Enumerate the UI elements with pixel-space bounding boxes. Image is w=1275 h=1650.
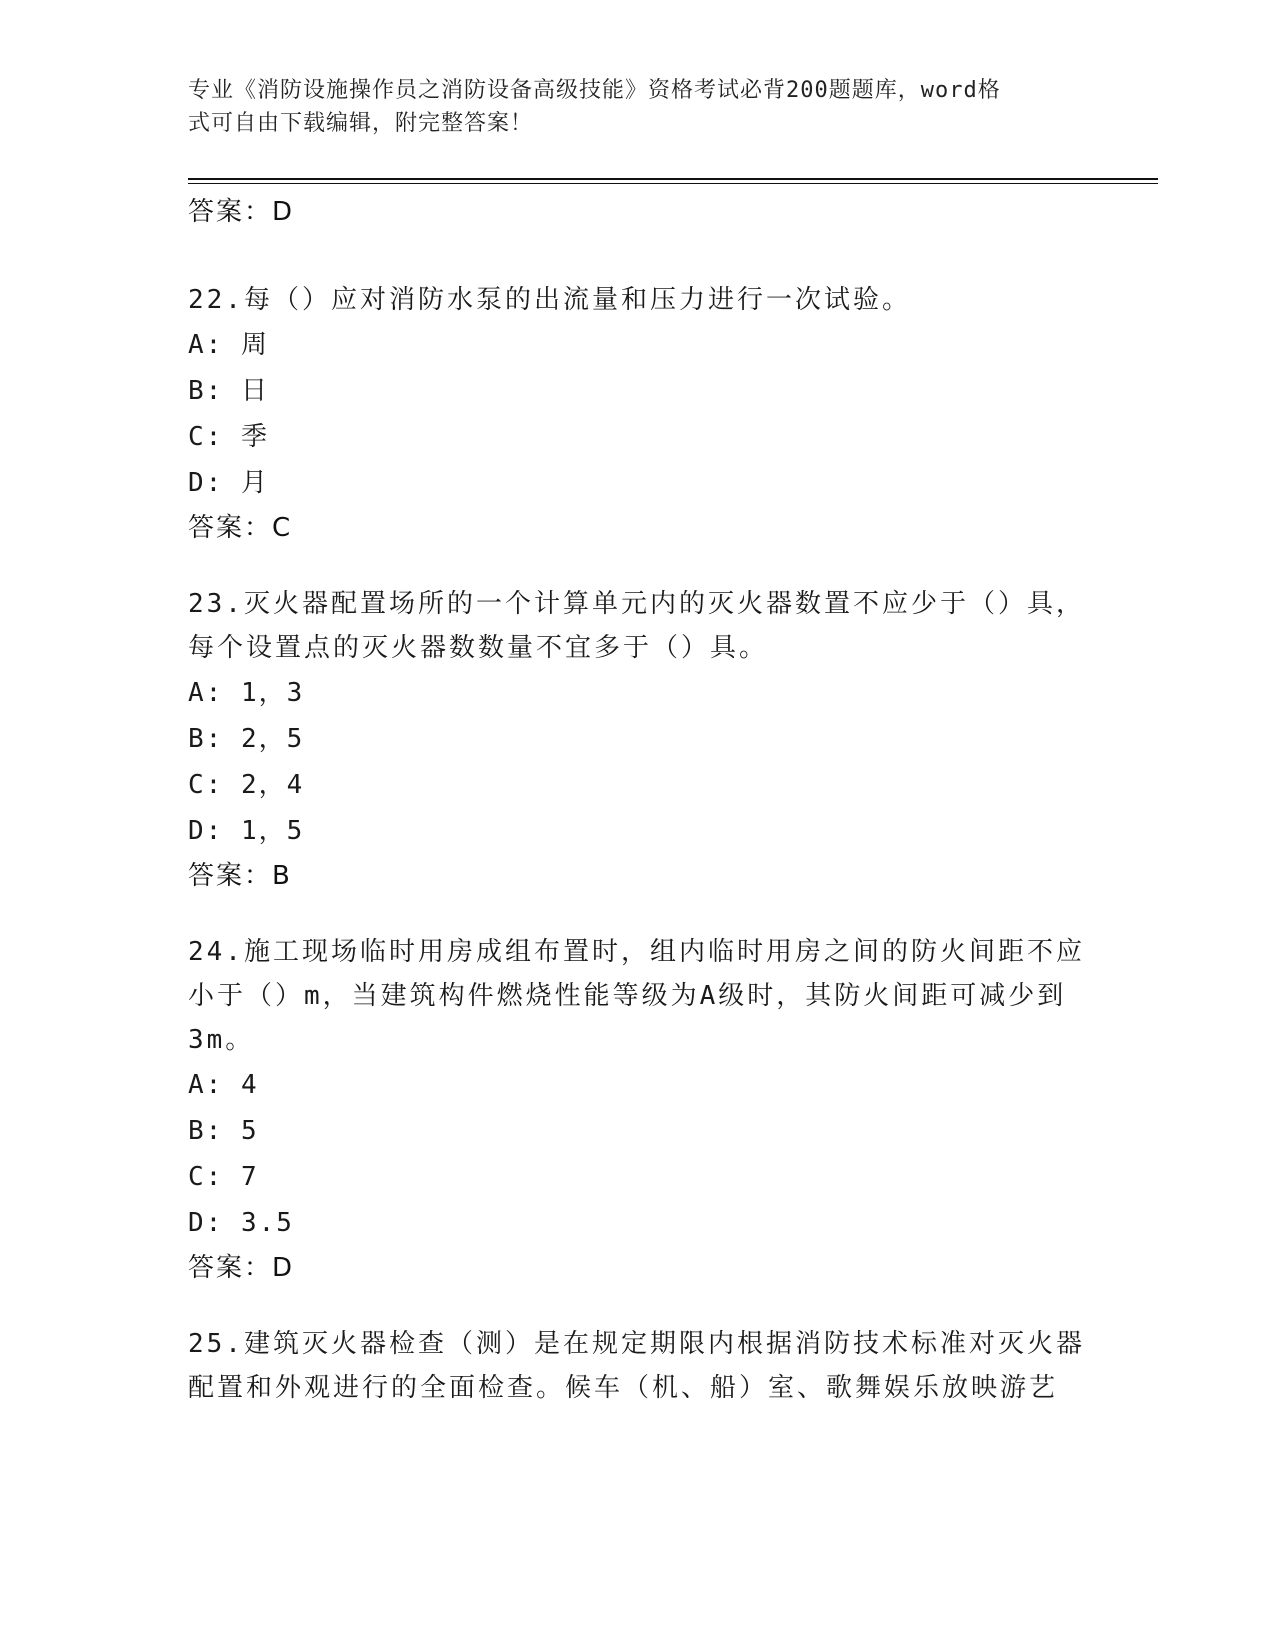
answer — [188, 506, 1088, 550]
answer-label: 答案： — [188, 1253, 273, 1283]
option-c: C: 7 — [188, 1162, 259, 1192]
question-text: 25.建筑灭火器检查（测）是在规定期限内根据消防技术标准对灭火器配置和外观进行的全面检查。候车（机、船）室、歌舞娱乐放映游艺 — [188, 1329, 1085, 1403]
answer-label: 答案： — [188, 513, 273, 543]
option-c: C: 季 — [188, 422, 269, 452]
header-line-1: 专业《消防设施操作员之消防设备高级技能》资格考试必背200题题库，word格 — [188, 78, 1001, 103]
document-header — [188, 74, 1088, 140]
option-a: A: 周 — [188, 330, 269, 360]
answer-label: 答案： — [188, 861, 273, 891]
option-d: D: 3.5 — [188, 1208, 294, 1238]
option-d: D: 1，5 — [188, 816, 305, 846]
question-23 — [188, 582, 1088, 898]
answer — [188, 854, 1088, 898]
option-b: B: 2，5 — [188, 724, 305, 754]
question-text: 24.施工现场临时用房成组布置时，组内临时用房之间的防火间距不应小于（）m，当建筑构件燃烧性能等级为A级时，其防火间距可减少到3m。 — [188, 937, 1085, 1055]
option-b: B: 日 — [188, 376, 269, 406]
question-text: 22.每（）应对消防水泵的出流量和压力进行一次试验。 — [188, 285, 911, 315]
answer — [188, 1246, 1088, 1290]
answer-label: 答案： — [188, 197, 273, 227]
header-rule-thick — [188, 178, 1158, 180]
answer-value: D — [272, 1253, 295, 1283]
header-rule-thin — [188, 183, 1158, 184]
option-a: A: 1，3 — [188, 678, 305, 708]
answer-prev — [188, 190, 294, 234]
option-c: C: 2，4 — [188, 770, 305, 800]
header-line-2: 式可自由下载编辑，附完整答案！ — [188, 111, 534, 136]
answer-value: B — [272, 861, 292, 891]
answer-value: D — [272, 197, 295, 227]
answer-value: C — [272, 513, 293, 543]
option-d: D: 月 — [188, 468, 269, 498]
option-b: B: 5 — [188, 1116, 259, 1146]
option-a: A: 4 — [188, 1070, 259, 1100]
question-25 — [188, 1322, 1088, 1410]
question-22 — [188, 278, 1088, 550]
question-24 — [188, 930, 1088, 1290]
question-text: 23.灭火器配置场所的一个计算单元内的灭火器数置不应少于（）具，每个设置点的灭火器数数量不宜多于（）具。 — [188, 589, 1085, 663]
